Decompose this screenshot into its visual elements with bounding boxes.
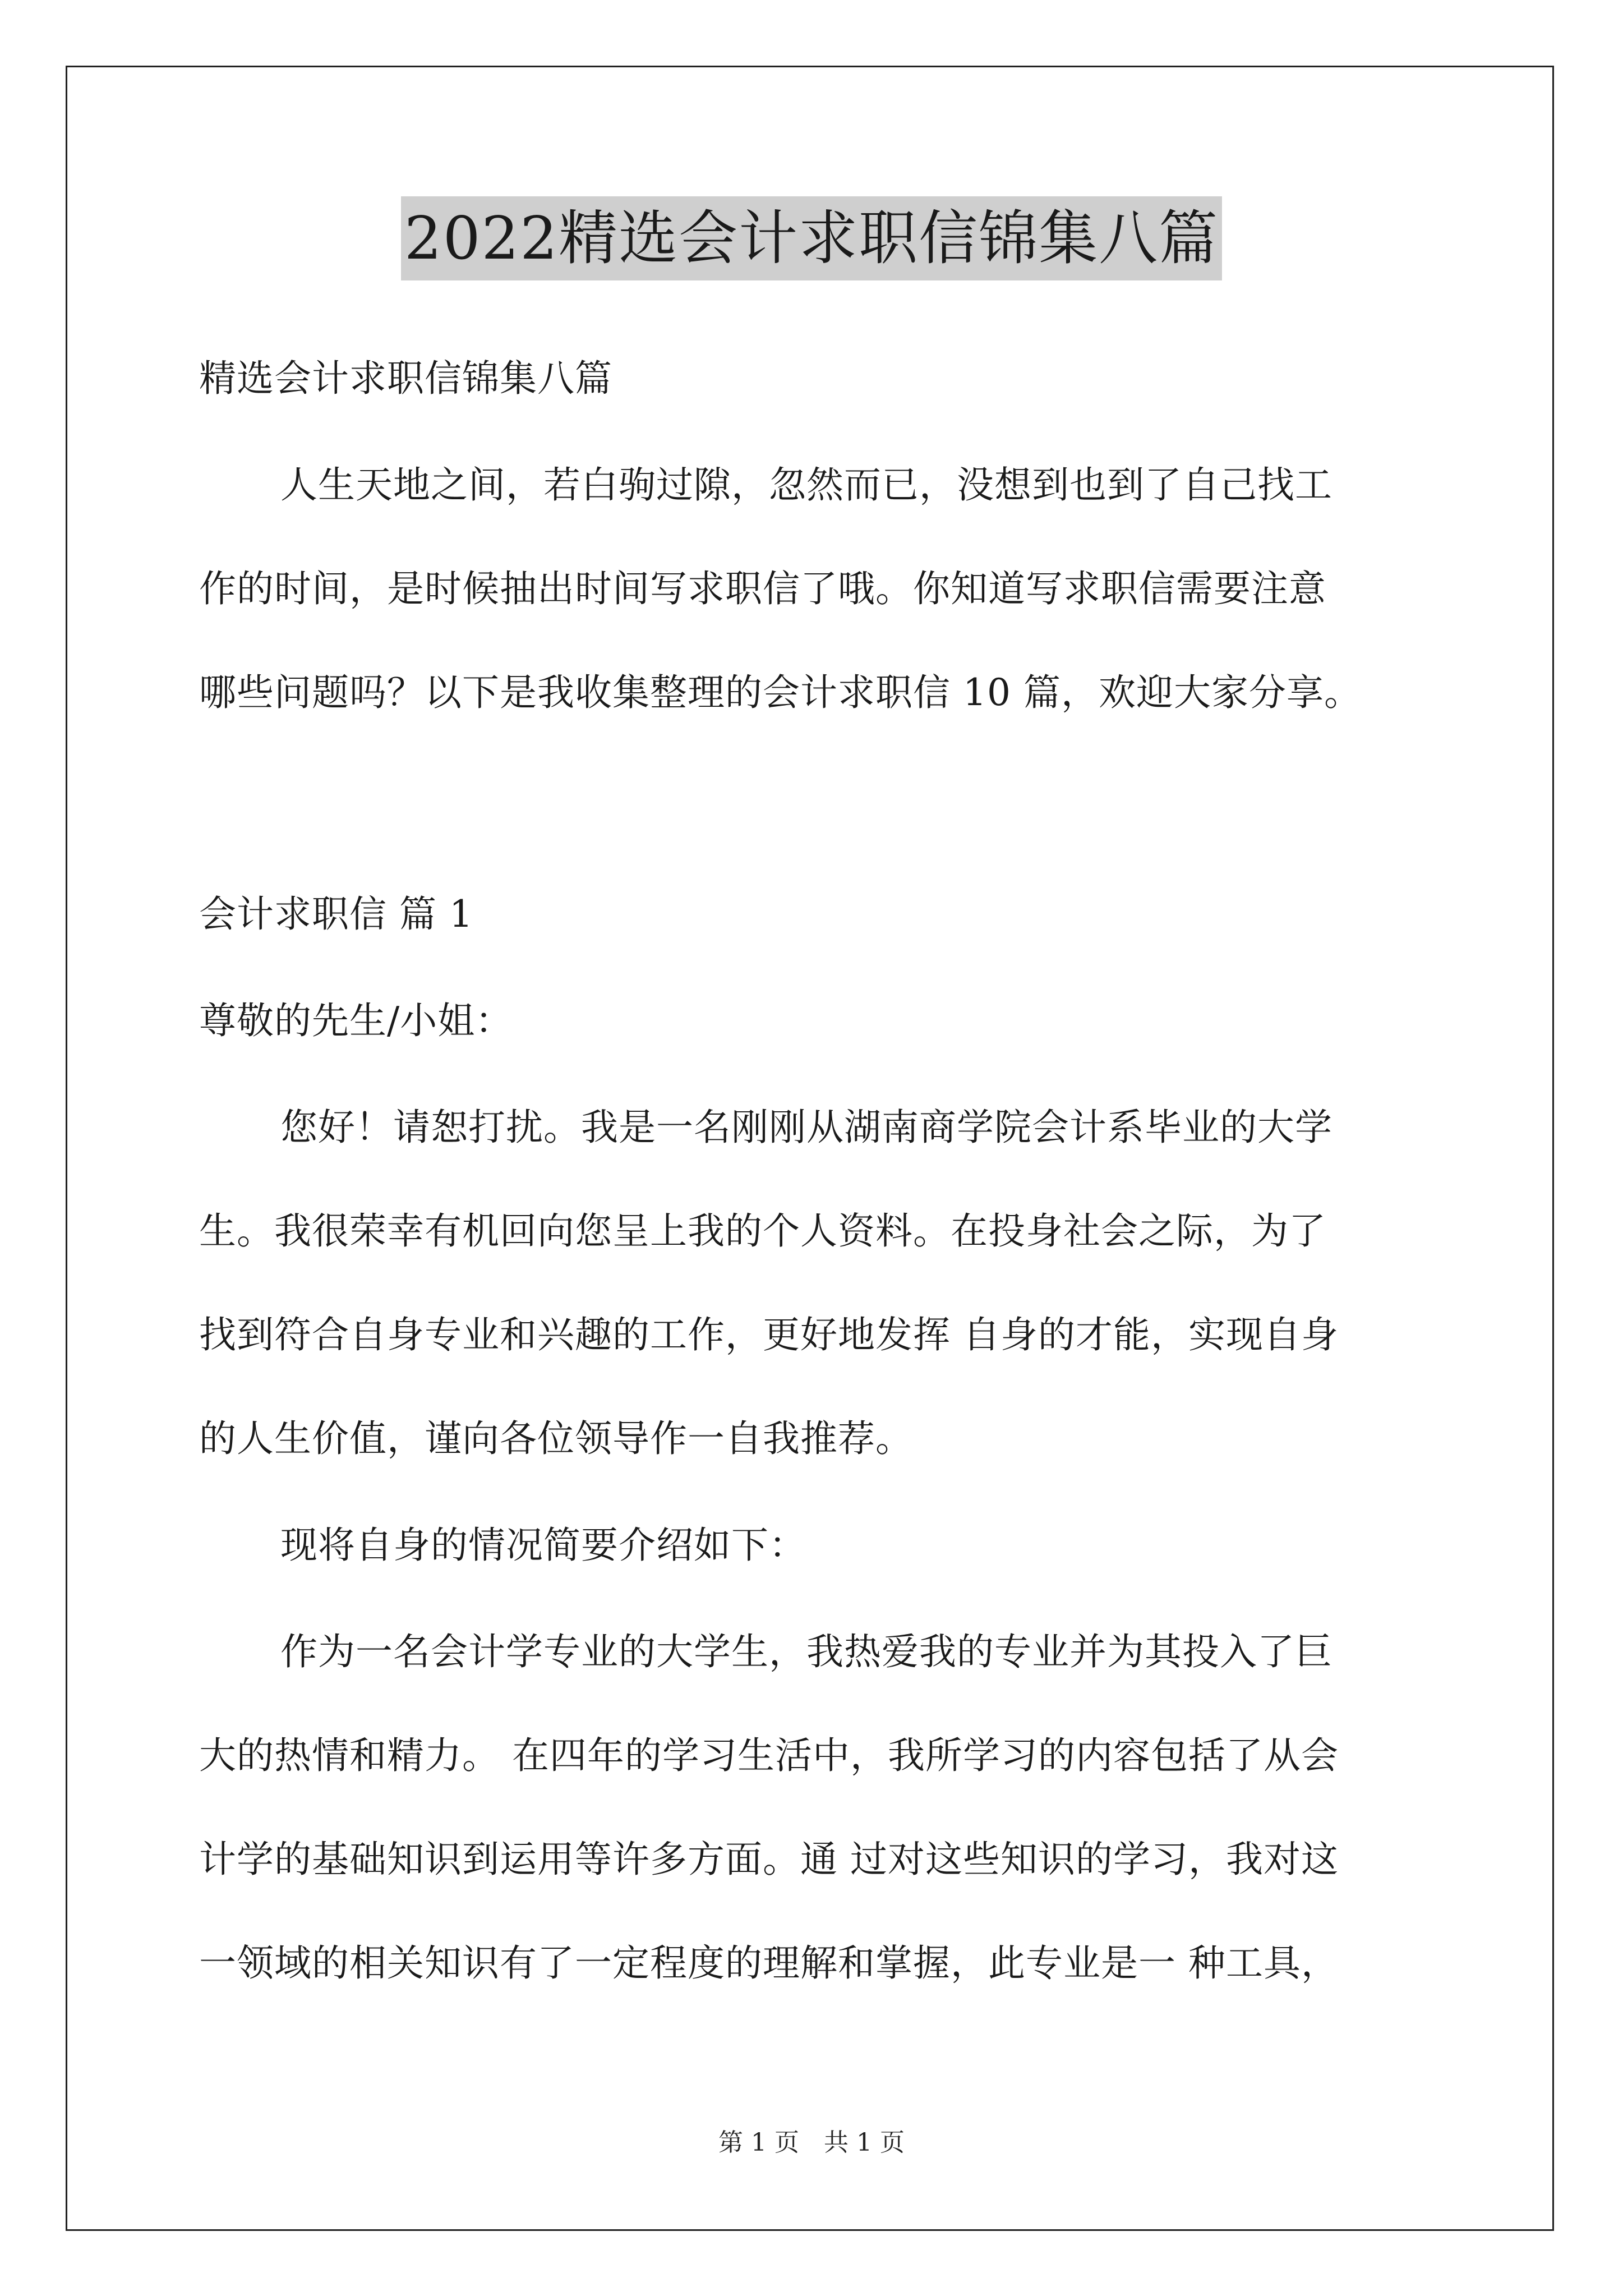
document-title: 2022精选会计求职信锦集八篇 [401,196,1222,280]
paragraph-line: 找到符合自身专业和兴趣的工作，更好地发挥 自身的才能，实现自身 [199,1313,1339,1356]
paragraph-line: 计学的基础知识到运用等许多方面。通 过对这些知识的学习，我对这 [199,1838,1339,1881]
paragraph-line: 一领域的相关知识有了一定程度的理解和掌握，此专业是一 种工具， [199,1941,1339,1985]
paragraph-line: 您好！请恕打扰。我是一名刚刚从湖南商学院会计系毕业的大学 [280,1106,1332,1149]
section-heading: 会计求职信 篇 1 [199,892,473,936]
paragraph-line: 大的热情和精力。 在四年的学习生活中，我所学习的内容包括了从会 [199,1734,1339,1777]
paragraph-line: 生。我很荣幸有机回向您呈上我的个人资料。在投身社会之际，为了 [199,1209,1326,1253]
intro-line: 哪些问题吗？以下是我收集整理的会计求职信 10 篇，欢迎大家分享。 [199,671,1362,714]
title-container [0,196,1623,280]
intro-line: 人生天地之间，若白驹过隙，忽然而已，没想到也到了自己找工 [280,463,1332,507]
paragraph-line: 作为一名会计学专业的大学生，我热爱我的专业并为其投入了巨 [280,1630,1332,1673]
intro-line: 作的时间，是时候抽出时间写求职信了哦。你知道写求职信需要注意 [199,567,1326,610]
document-subtitle: 精选会计求职信锦集八篇 [199,357,612,400]
page-number-footer: 第 1 页 共 1 页 [718,2128,905,2157]
paragraph-line: 现将自身的情况简要介绍如下： [280,1524,806,1567]
paragraph-line: 的人生价值，谨向各位领导作一自我推荐。 [199,1417,913,1460]
salutation: 尊敬的先生/小姐： [199,999,513,1042]
